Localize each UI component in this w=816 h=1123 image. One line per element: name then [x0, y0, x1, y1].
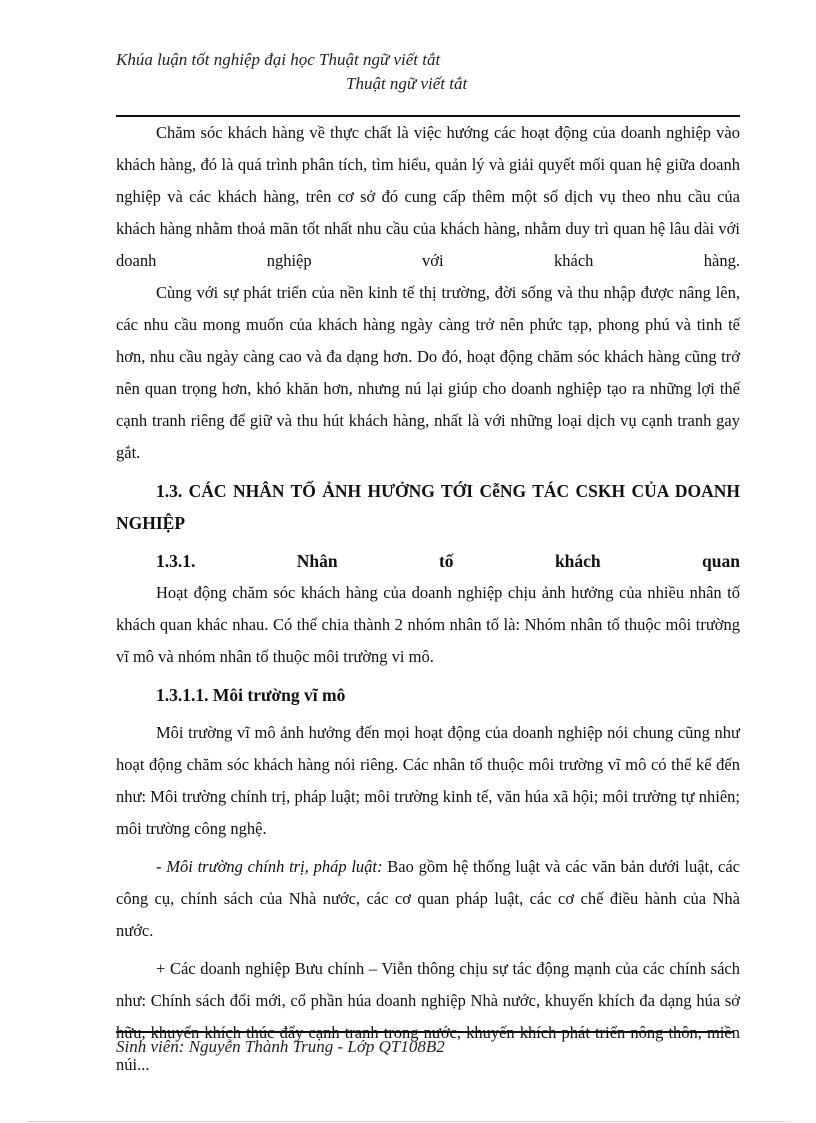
heading-word: khách — [554, 551, 601, 571]
page-header — [116, 48, 740, 96]
heading-word: tố — [438, 551, 454, 571]
political-legal-text: Bao gồm hệ thống luật và các văn bản dưới luật, các công cụ, chính sách của Nhà nước, các cơ quan pháp luật, các cơ chế điều hành của Nhà nước. — [116, 857, 740, 940]
heading-word: 1.3.1. — [156, 551, 196, 571]
paragraph-customer-care-definition: Chăm sóc khách hàng về thực chất là việc hướng các hoạt động của doanh nghiệp vào khách hàng, đó là quá trình phân tích, tìm hiểu, quản lý và giải quyết mối quan hệ giữa doanh nghiệp và các khách hàng, trên cơ sở đó cung cấp thêm một số dịch vụ theo nhu cầu của khách hàng nhằm thoả mãn tốt nhất nhu cầu của khách hàng, nhằm duy trì quan hệ lâu dài với doanh nghiệp với khách hàng. — [116, 123, 740, 270]
section-heading-1-3-1 — [116, 545, 740, 577]
paragraph-external-factors: Hoạt động chăm sóc khách hàng của doanh nghiệp chịu ảnh hưởng của nhiều nhân tố khách quan khác nhau. Có thể chia thành 2 nhóm nhân tố là: Nhóm nhân tố thuộc môi trường vĩ mô và nhóm nhân tố thuộc môi trường vi mô. — [116, 583, 740, 666]
section-heading-1-3-1-1: 1.3.1.1. Môi trường vĩ mô — [156, 685, 346, 705]
document-body — [116, 117, 740, 1081]
paragraph-macro-environment: Môi trường vĩ mô ảnh hưởng đến mọi hoạt động của doanh nghiệp nói chung cũng như hoạt động chăm sóc khách hàng nói riêng. Các nhân tố thuộc môi trường vĩ mô có thể kể đến như: Môi trường chính trị, pháp luật; môi trường kinh tế, văn húa xã hội; môi trường tự nhiên; môi trường công nghệ. — [116, 723, 740, 838]
paragraph-political-legal — [116, 851, 740, 947]
paragraph-market-development: Cùng với sự phát triển của nền kinh tế thị trường, đời sống và thu nhập được nâng lên, các nhu cầu mong muốn của khách hàng ngày càng trở nên phức tạp, phong phú và tinh tế hơn, nhu cầu ngày càng cao và đa dạng hơn. Do đó, hoạt động chăm sóc khách hàng cũng trở nên quan trọng hơn, khó khăn hơn, nhưng nú lại giúp cho doanh nghiệp tạo ra những lợi thế cạnh tranh riêng để giữ và thu hút khách hàng, nhất là với những loại dịch vụ cạnh tranh gay gắt. — [116, 283, 740, 462]
heading-word: Nhân — [296, 551, 338, 571]
page-edge — [28, 1121, 788, 1122]
header-line-1: Khúa luận tốt nghiệp đại học Thuật ngữ viết tắt — [116, 50, 441, 69]
footer-rule — [116, 1031, 734, 1033]
paragraph-postal-telecom: + Các doanh nghiệp Bưu chính – Viễn thông chịu sự tác động mạnh của các chính sách như: Chính sách đổi mới, cổ phần húa doanh nghiệp Nhà nước, khuyến khích đa dạng húa sở hữu, khuyến khích thúc đẩy cạnh tranh trong nước, khuyến khích phát triển nông thôn, miền núi... — [116, 959, 740, 1074]
heading-word: quan — [702, 551, 740, 571]
political-legal-label: - Môi trường chính trị, pháp luật: — [156, 857, 383, 876]
page-footer: Sinh viên: Nguyễn Thành Trung - Lớp QT108B2 — [116, 1037, 445, 1056]
section-heading-1-3: 1.3. CÁC NHÂN TỐ ẢNH HƯỞNG TỚI CễNG TÁC CSKH CỦA DOANH NGHIỆP — [116, 481, 740, 533]
header-line-2: Thuật ngữ viết tắt — [346, 74, 468, 93]
